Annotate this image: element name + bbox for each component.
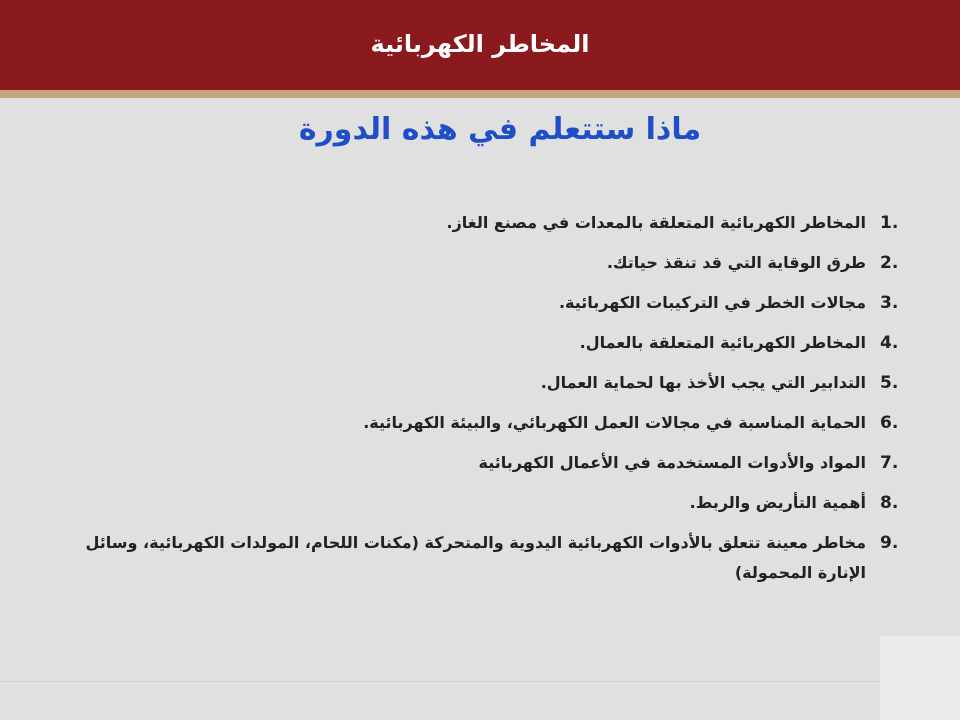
list-item-text: التدابير التي يجب الأخذ بها لحماية العمال.	[540, 373, 866, 392]
list-item-text: المخاطر الكهربائية المتعلقة بالمعدات في مصنع الغاز.	[446, 213, 866, 232]
list-item-number: 2.	[880, 253, 899, 273]
list-item-number: 4.	[880, 333, 899, 353]
list-item-number: 9.	[880, 533, 899, 553]
slide-title: المخاطر الكهربائية	[370, 30, 590, 58]
list-item	[70, 528, 910, 588]
footer-divider	[0, 681, 880, 682]
list-item-text: أهمية التأريض والربط.	[689, 493, 866, 512]
list-item-text: الحماية المناسبة في مجالات العمل الكهربائي، والبيئة الكهربائية.	[363, 413, 866, 432]
corner-panel	[880, 636, 960, 720]
slide-subtitle: ماذا ستتعلم في هذه الدورة	[298, 112, 702, 147]
list-item	[70, 408, 910, 438]
list-item-text: المخاطر الكهربائية المتعلقة بالعمال.	[579, 333, 866, 352]
list-item-number: 6.	[880, 413, 899, 433]
list-item	[70, 328, 910, 358]
list-item-text: مخاطر معينة تتعلق بالأدوات الكهربائية اليدوية والمتحركة (مكنات اللحام، المولدات الكهربائية، وسائل الإنارة المحمولة)	[85, 533, 866, 582]
list-item	[70, 288, 910, 318]
list-item-text: طرق الوقاية التي قد تنقذ حياتك.	[606, 253, 866, 272]
list-item	[70, 368, 910, 398]
course-topics-list	[70, 208, 910, 598]
list-item-number: 8.	[880, 493, 899, 513]
list-item	[70, 248, 910, 278]
list-item-number: 1.	[880, 213, 899, 233]
list-item	[70, 448, 910, 478]
list-item	[70, 208, 910, 238]
list-item-number: 3.	[880, 293, 899, 313]
list-item-number: 7.	[880, 453, 899, 473]
title-bar-accent-stripe	[0, 90, 960, 98]
list-item	[70, 488, 910, 518]
list-item-number: 5.	[880, 373, 899, 393]
list-item-text: مجالات الخطر في التركيبات الكهربائية.	[558, 293, 866, 312]
list-item-text: المواد والأدوات المستخدمة في الأعمال الكهربائية	[478, 453, 866, 472]
